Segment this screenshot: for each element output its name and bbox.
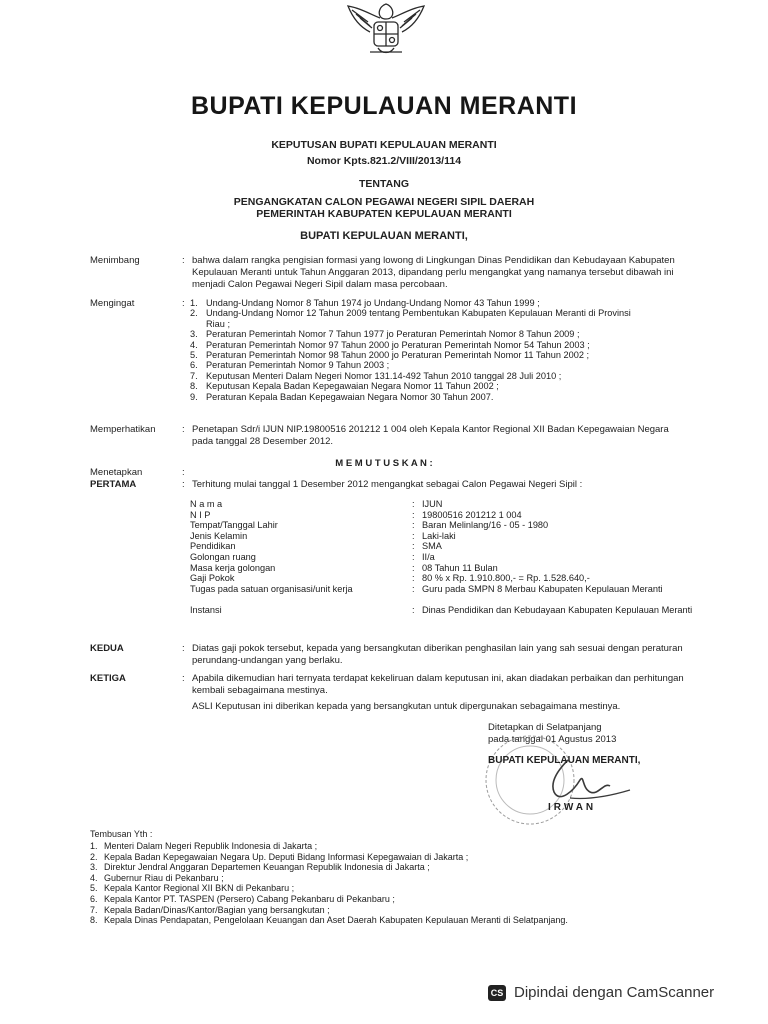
personal-value: IJUN: [422, 499, 443, 509]
list-item-text: Undang-Undang Nomor 12 Tahun 2009 tentang Pembentukan Kabupaten Kepulauan Meranti di Provinsi: [206, 308, 631, 319]
list-item-number: 7.: [190, 370, 198, 381]
colon: :: [412, 604, 415, 615]
list-item: [90, 894, 690, 905]
personal-value: SMA: [422, 541, 442, 552]
colon: :: [182, 467, 185, 478]
memperhatikan-text: Penetapan Sdr/i IJUN NIP.19800516 201212 1 004 oleh Kepala Kantor Regional XII Badan Kepegawaian Negara pada tanggal 28 Desember 2012.: [192, 424, 669, 447]
mengingat-list: [190, 298, 695, 402]
personal-row: [190, 573, 710, 584]
personal-value: Dinas Pendidikan dan Kebudayaan Kabupaten Kepulauan Meranti: [422, 604, 693, 615]
list-item: [90, 915, 690, 926]
list-item-number: 2.: [90, 851, 98, 862]
colon: :: [412, 520, 415, 531]
signature-date: pada tanggal 01 Agustus 2013: [488, 734, 617, 745]
list-item: [90, 905, 690, 916]
list-item-text: Kepala Badan Kepegawaian Negara Up. Deputi Bidang Informasi Kepegawaian di Jakarta ;: [104, 851, 469, 862]
colon: :: [412, 541, 415, 552]
menimbang-text: bahwa dalam rangka pengisian formasi yang lowong di Lingkungan Dinas Pendidikan dan Kebudayaan Kabupaten Kepulauan Meranti untuk Tahun Anggaran 2013, dipandang perlu mengangkat yang namanya tersebut dibawah ini menjadi Calon Pegawai Negeri Sipil dalam masa percobaan.: [192, 255, 675, 290]
list-item-text: Peraturan Pemerintah Nomor 97 Tahun 2000 jo Peraturan Pemerintah Nomor 54 Tahun 2003 ;: [206, 339, 590, 350]
personal-key: Jenis Kelamin: [190, 530, 248, 541]
personal-key: Gaji Pokok: [190, 573, 235, 584]
subject-line-2: PEMERINTAH KABUPATEN KEPULAUAN MERANTI: [256, 208, 512, 220]
authority-heading: BUPATI KEPULAUAN MERANTI,: [300, 230, 468, 242]
mengingat-label: Mengingat: [90, 298, 135, 309]
personal-row: [190, 584, 710, 605]
personal-value: 80 % x Rp. 1.910.800,- = Rp. 1.528.640,-: [422, 573, 590, 584]
colon: :: [182, 673, 185, 684]
colon: :: [412, 573, 415, 584]
menetapkan-label: Menetapkan: [90, 467, 143, 478]
list-item-text: Kepala Kantor PT. TASPEN (Persero) Cabang Pekanbaru di Pekanbaru ;: [104, 893, 395, 904]
pertama-text: Terhitung mulai tanggal 1 Desember 2012 mengangkat sebagai Calon Pegawai Negeri Sipil :: [192, 479, 583, 490]
list-item-text: Peraturan Kepala Badan Kepegawaian Negara Nomor 30 Tahun 2007.: [206, 391, 494, 402]
list-item: [190, 319, 695, 329]
list-item-number: 5.: [190, 349, 198, 360]
personal-value: Guru pada SMPN 8 Merbau Kabupaten Kepulauan Meranti: [422, 583, 663, 594]
personal-row: [190, 531, 710, 542]
list-item-text: Peraturan Pemerintah Nomor 9 Tahun 2003 ;: [206, 360, 390, 371]
tembusan-list: [90, 841, 690, 926]
signature-place: Ditetapkan di Selatpanjang: [488, 722, 602, 733]
colon: :: [182, 479, 185, 490]
list-item: [190, 360, 695, 370]
menimbang-label: Menimbang: [90, 255, 140, 266]
colon: :: [182, 255, 185, 266]
list-item-number: 6.: [90, 893, 98, 904]
signature-office: BUPATI KEPULAUAN MERANTI,: [488, 755, 641, 766]
colon: :: [412, 562, 415, 573]
personal-value: 08 Tahun 11 Bulan: [422, 562, 498, 573]
list-item: [190, 340, 695, 350]
list-item: [190, 392, 695, 402]
garuda-emblem-icon: [340, 0, 432, 58]
colon: :: [182, 424, 185, 435]
list-item-number: 2.: [190, 308, 198, 319]
camscanner-watermark: Dipindai dengan CamScanner: [514, 984, 715, 1001]
colon: :: [412, 551, 415, 562]
list-item: [190, 298, 695, 308]
personal-key: Pendidikan: [190, 541, 236, 552]
list-item: [90, 862, 690, 873]
list-item-text: Kepala Badan/Dinas/Kantor/Bagian yang bersangkutan ;: [104, 904, 330, 915]
ketiga-text: Apabila dikemudian hari ternyata terdapat kekeliruan dalam keputusan ini, akan diadakan perbaikan dan perhitungan kembali sebagaimana mestinya.: [192, 673, 684, 696]
list-item-text: Keputusan Menteri Dalam Negeri Nomor 131.14-492 Tahun 2010 tanggal 28 Juli 2010 ;: [206, 370, 562, 381]
list-item: [90, 852, 690, 863]
personal-row: [190, 520, 710, 531]
personal-row: [190, 552, 710, 563]
pertama-label: PERTAMA: [90, 479, 137, 490]
list-item-number: 1.: [90, 841, 98, 851]
camscanner-logo-icon: CS: [488, 985, 506, 1001]
colon: :: [412, 583, 415, 594]
personal-value: Baran Melinlang/16 - 05 - 1980: [422, 520, 549, 531]
personal-value: 19800516 201212 1 004: [422, 509, 522, 520]
list-item-text: Peraturan Pemerintah Nomor 7 Tahun 1977 jo Peraturan Pemerintah Nomor 8 Tahun 2009 ;: [206, 329, 580, 340]
list-item-text: Riau ;: [206, 318, 231, 329]
list-item-number: 8.: [90, 915, 98, 926]
document-title: BUPATI KEPULAUAN MERANTI: [190, 92, 578, 120]
personal-data-table: [190, 499, 710, 626]
list-item-text: Undang-Undang Nomor 8 Tahun 1974 jo Undang-Undang Nomor 43 Tahun 1999 ;: [206, 298, 540, 308]
list-item-number: 1.: [190, 298, 198, 308]
list-item: [90, 873, 690, 884]
personal-key: Tugas pada satuan organisasi/unit kerja: [190, 583, 353, 594]
list-item-number: 3.: [190, 329, 198, 340]
subject-line-1: PENGANGKATAN CALON PEGAWAI NEGERI SIPIL DAERAH: [233, 196, 535, 208]
kedua-text: Diatas gaji pokok tersebut, kepada yang bersangkutan diberikan penghasilan lain yang sah sesuai dengan peraturan perundang-undangan yang berlaku.: [192, 643, 683, 666]
personal-row: [190, 499, 710, 510]
personal-key: Instansi: [190, 604, 222, 615]
list-item-text: Keputusan Kepala Badan Kepegawaian Negara Nomor 11 Tahun 2002 ;: [206, 381, 499, 392]
list-item: [90, 883, 690, 894]
list-item: [90, 841, 690, 852]
memperhatikan-label: Memperhatikan: [90, 424, 156, 435]
decree-heading: KEPUTUSAN BUPATI KEPULAUAN MERANTI: [271, 139, 497, 151]
decree-number: Nomor Kpts.821.2/VIII/2013/114: [306, 155, 462, 167]
list-item: [190, 308, 695, 318]
colon: :: [412, 509, 415, 520]
personal-value: Laki-laki: [422, 530, 456, 541]
colon: :: [412, 530, 415, 541]
personal-row: [190, 541, 710, 552]
list-item-number: 4.: [90, 872, 98, 883]
list-item-number: 7.: [90, 904, 98, 915]
personal-key: Golongan ruang: [190, 551, 256, 562]
list-item-text: Kepala Dinas Pendapatan, Pengelolaan Keuangan dan Aset Daerah Kabupaten Kepulauan Meranti di Selatpanjang.: [104, 915, 568, 926]
personal-key: Tempat/Tanggal Lahir: [190, 520, 278, 531]
list-item: [190, 329, 695, 339]
ketiga-label: KETIGA: [90, 673, 126, 684]
about-heading: TENTANG: [359, 178, 409, 190]
kedua-label: KEDUA: [90, 643, 124, 654]
list-item-number: 8.: [190, 381, 198, 392]
personal-row: [190, 605, 710, 626]
list-item-number: 6.: [190, 360, 198, 371]
list-item-number: 5.: [90, 883, 98, 894]
list-item-text: Kepala Kantor Regional XII BKN di Pekanbaru ;: [104, 883, 295, 894]
tembusan-label: Tembusan Yth :: [90, 829, 153, 839]
list-item-number: 4.: [190, 339, 198, 350]
list-item-text: Direktur Jendral Anggaran Departemen Keuangan Republik Indonesia di Jakarta ;: [104, 862, 430, 873]
list-item: [190, 381, 695, 391]
list-item-text: Gubernur Riau di Pekanbaru ;: [104, 872, 224, 883]
list-item-text: Peraturan Pemerintah Nomor 98 Tahun 2000 jo Peraturan Pemerintah Nomor 11 Tahun 2002 ;: [206, 349, 590, 360]
list-item: [190, 371, 695, 381]
personal-value: II/a: [422, 551, 435, 562]
signature-name: IRWAN: [548, 802, 597, 813]
list-item-text: Menteri Dalam Negeri Republik Indonesia di Jakarta ;: [104, 841, 318, 851]
colon: :: [182, 298, 185, 309]
asli-text: ASLI Keputusan ini diberikan kepada yang bersangkutan untuk dipergunakan sebagaimana mestinya.: [192, 701, 621, 712]
list-item: [190, 350, 695, 360]
list-item-number: 3.: [90, 862, 98, 873]
personal-key: N a m a: [190, 499, 223, 509]
personal-key: Masa kerja golongan: [190, 562, 276, 573]
colon: :: [412, 499, 415, 509]
list-item-number: 9.: [190, 391, 198, 402]
colon: :: [182, 643, 185, 654]
personal-row: [190, 510, 710, 521]
memutuskan-heading: M E M U T U S K A N :: [335, 458, 433, 469]
personal-row: [190, 563, 710, 574]
personal-key: N I P: [190, 509, 211, 520]
